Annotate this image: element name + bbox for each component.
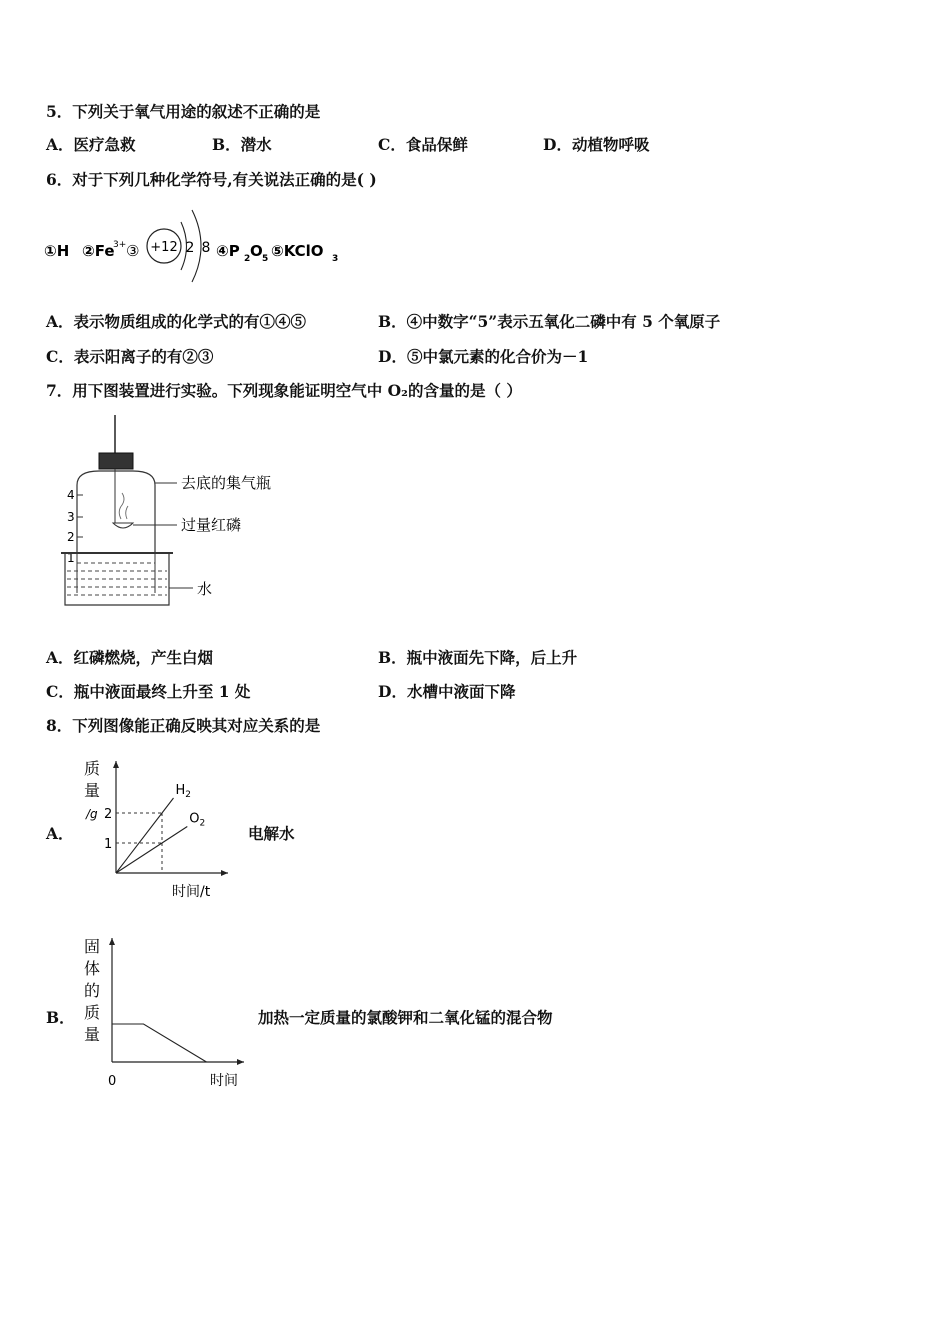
jar-outline [77,471,155,553]
chart-b-heating [78,932,253,1092]
q5-option-d: D．动植物呼吸 [543,135,650,154]
spoon [113,523,133,528]
shell-1-electrons: 2 [185,240,195,256]
symbol-4-sub2: 5 [262,254,269,264]
origin-label: 0 [108,1074,117,1089]
label-jar: 去底的集气瓶 [181,474,272,492]
series-line-h2 [116,798,174,873]
q6-option-c: C．表示阳离子的有②③ [46,347,214,366]
q6-option-b: B．④中数字“5”表示五氧化二磷中有 5 个氧原子 [378,312,721,331]
symbol-4a: ④P [216,242,240,260]
q8-option-b-key: B． [46,1008,75,1027]
symbol-3-mark: ③ [126,242,140,260]
y-axis-label-char: 量 [84,1025,101,1044]
atom-nucleus-charge: +12 [150,240,178,255]
x-axis-label: 时间/t [172,884,211,900]
symbol-5-sub: 3 [332,254,339,264]
y-axis-label-char: /g [86,807,98,821]
mark-1: 1 [67,551,75,565]
q8-option-a-key: A． [46,824,74,843]
q6-option-a: A．表示物质组成的化学式的有①④⑤ [46,312,307,331]
x-axis-arrow [237,1059,244,1065]
y-axis-label-char: 的 [84,981,101,1000]
q5-option-b: B．潜水 [212,135,272,154]
mark-4: 4 [67,488,75,502]
q5-option-c: C．食品保鲜 [378,135,468,154]
chart-a-electrolysis [80,755,240,905]
x-axis-label: 时间 [210,1073,238,1089]
q6-option-d: D．⑤中氯元素的化合价为－1 [378,347,589,366]
q7-stem: 7．用下图装置进行实验。下列现象能证明空气中 O₂的含量的是（ ） [46,381,522,400]
y-axis-label-char: 质 [84,759,101,778]
q6-symbols [40,200,360,295]
series-label: $O_2$ [189,811,206,829]
symbol-2: ②Fe [82,242,115,260]
q7-option-c: C．瓶中液面最终上升至 1 处 [46,682,251,701]
q8-option-b-caption: 加热一定质量的氯酸钾和二氧化锰的混合物 [258,1008,553,1027]
shell-2-electrons: 8 [201,240,211,256]
y-tick-label: 1 [104,837,113,852]
q7-apparatus-figure [55,415,305,615]
q7-option-d: D．水槽中液面下降 [378,682,516,701]
symbol-2-charge: 3+ [113,240,127,250]
symbol-1: ①H [44,242,70,260]
symbol-5: ⑤KClO [271,242,324,260]
q6-stem: 6．对于下列几种化学符号,有关说法正确的是( ) [46,170,377,189]
series-line-o2 [116,827,187,874]
mark-3: 3 [67,510,75,524]
y-axis-label-char: 固 [84,937,101,956]
series-line-solid-mass [112,1024,207,1062]
series-label: $H_2$ [175,783,192,800]
symbol-4b: O [250,242,263,260]
q7-option-a: A．红磷燃烧，产生白烟 [46,648,214,667]
q5-stem: 5．下列关于氧气用途的叙述不正确的是 [46,102,321,121]
y-axis-label-char: 质 [84,1003,101,1022]
q5-option-a: A．医疗急救 [46,135,136,154]
label-phosphorus: 过量红磷 [181,516,242,534]
q8-stem: 8．下列图像能正确反映其对应关系的是 [46,716,321,735]
q8-option-a-caption: 电解水 [248,824,295,843]
y-axis-label-char: 量 [84,781,101,800]
mark-2: 2 [67,530,75,544]
y-axis-arrow [109,938,115,945]
y-axis-arrow [113,761,119,768]
water-lines [67,563,167,595]
q7-option-b: B．瓶中液面先下降，后上升 [378,648,578,667]
y-tick-label: 2 [104,807,113,822]
y-axis-label-char: 体 [84,959,101,978]
label-water: 水 [197,580,213,598]
x-axis-arrow [221,870,228,876]
smoke [119,493,124,519]
stopper [99,453,133,469]
symbol-4-sub1: 2 [244,254,251,264]
